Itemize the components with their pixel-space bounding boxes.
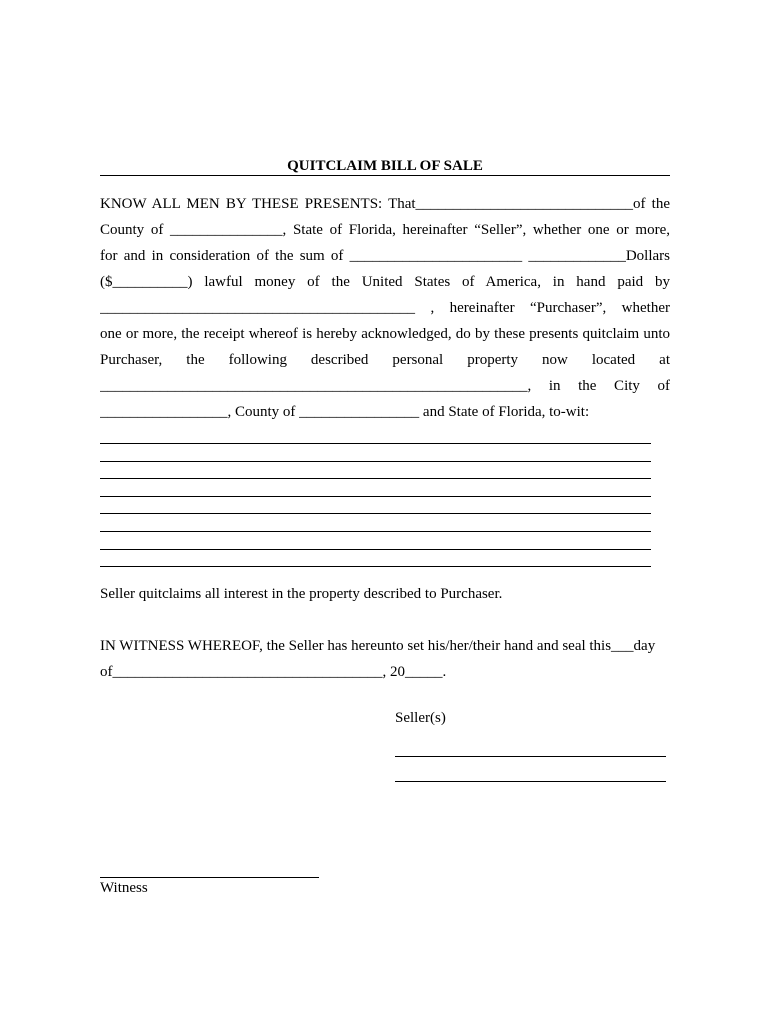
description-blank-line — [100, 531, 651, 532]
description-blank-line — [100, 566, 651, 567]
witness-clause-line-2: of____________________________________, 20_____. — [100, 664, 447, 680]
title-underline — [100, 175, 670, 176]
quitclaim-statement: Seller quitclaims all interest in the property described to Purchaser. — [100, 586, 503, 602]
property-description-lines — [100, 443, 651, 584]
body-line-4: ($__________) lawful money of the United States of America, in hand paid by — [100, 274, 670, 290]
description-blank-line — [100, 478, 651, 479]
witness-label: Witness — [100, 880, 148, 896]
body-line-6: one or more, the receipt whereof is hereby acknowledged, do by these presents quitclaim unto — [100, 326, 670, 342]
body-line-1: KNOW ALL MEN BY THESE PRESENTS: That_____________________________of the — [100, 196, 670, 212]
seller-signature-line-1 — [395, 756, 666, 757]
witness-clause-line-1: IN WITNESS WHEREOF, the Seller has hereunto set his/her/their hand and seal this___day — [100, 638, 656, 654]
body-line-8: _________________________________________________________, in the City of — [100, 378, 670, 394]
description-blank-line — [100, 443, 651, 444]
description-blank-line — [100, 549, 651, 550]
witness-signature-line — [100, 877, 319, 878]
document-title: QUITCLAIM BILL OF SALE — [287, 158, 483, 174]
description-blank-line — [100, 513, 651, 514]
body-line-3: for and in consideration of the sum of _______________________ _____________Dollars — [100, 248, 670, 264]
seller-signature-line-2 — [395, 781, 666, 782]
seller-label: Seller(s) — [395, 710, 446, 726]
body-line-2: County of _______________, State of Florida, hereinafter “Seller”, whether one or more, — [100, 222, 670, 238]
body-line-7: Purchaser, the following described personal property now located at — [100, 352, 670, 368]
description-blank-line — [100, 461, 651, 462]
description-blank-line — [100, 496, 651, 497]
body-line-9: _________________, County of ________________ and State of Florida, to-wit: — [100, 404, 590, 420]
body-line-5: __________________________________________ , hereinafter “Purchaser”, whether — [100, 300, 670, 316]
